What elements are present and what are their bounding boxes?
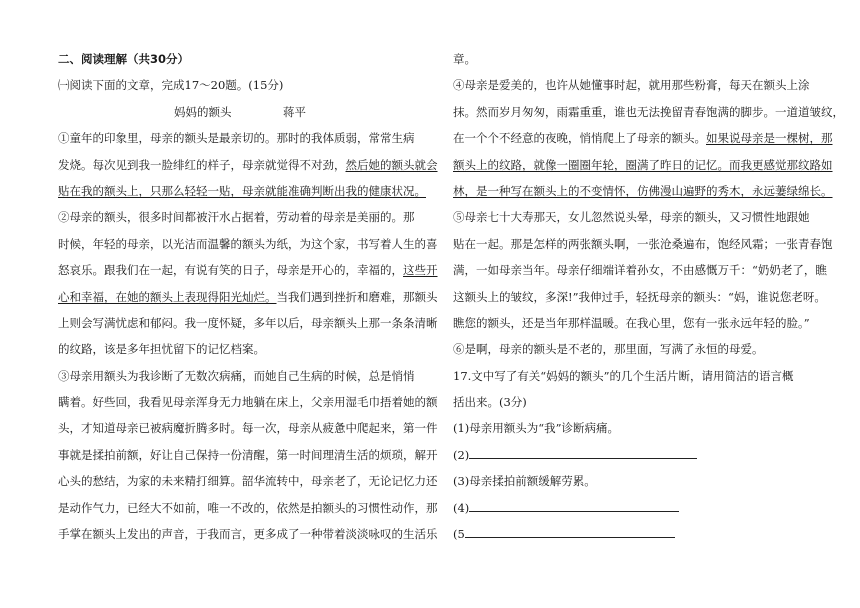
article-author: 蒋平 (283, 104, 306, 119)
paragraph-3 (58, 363, 438, 548)
p5-line-4: 这额头上的皱纹，多深!”我伸过手，轻抚母亲的额头：“妈，谁说您老呀。 (453, 289, 826, 304)
p4-underlined-5: 林，是一种写在额头上的不变情怀，仿佛漫山遍野的秀木，永远萋绿绵长。 (453, 183, 833, 198)
q17-answer-2-blank[interactable] (469, 444, 697, 459)
right-column (453, 46, 844, 547)
p5-line-2: 贴在一起。那是怎样的两张额头啊，一张沧桑遍布，饱经风霜；一张青春饱 (453, 236, 833, 251)
q17-answer-3: (3)母亲揉拍前额缓解劳累。 (453, 474, 596, 489)
left-column (58, 46, 438, 547)
q17-answer-5-label: (5 (453, 527, 465, 542)
p5-line-3: 满，一如母亲当年。母亲仔细端详着孙女，不由感慨万千：“奶奶老了，瞧 (453, 263, 827, 278)
p3-line-3: 头，才知道母亲已被病魔折腾多时。每一次，母亲从疲惫中爬起来，第一件 (58, 421, 438, 436)
p2-line-3a: 怒哀乐。跟我们在一起，有说有笑的日子，母亲是开心的，幸福的， (58, 263, 403, 278)
p3-line-4: 事就是揉拍前额，好让自己保持一份清醒，第一时间理清生活的烦琐，解开 (58, 447, 438, 462)
paragraph-2 (58, 204, 438, 362)
q17-prompt-1: 17.文中写了有关“妈妈的额头”的几个生活片断，请用简洁的语言概 (453, 368, 794, 383)
article-title: 妈妈的额头 (174, 104, 232, 119)
paragraph-4 (453, 72, 844, 204)
p1-underlined-2: 然后她的额头就会 (345, 157, 438, 172)
q17-answer-2-label: (2) (453, 447, 470, 462)
p2-line-1: ②母亲的额头，很多时间都被汗水占据着，劳动着的母亲是美丽的。那 (58, 210, 415, 225)
p4-underlined-3: 如果说母亲是一棵树，那 (706, 131, 833, 146)
p3-end: 章。 (453, 52, 476, 66)
p3-line-7: 手掌在额头上发出的声音，于我而言，更多成了一种带着淡淡咏叹的生活乐 (58, 527, 438, 542)
p5-line-5: 瞧您的额头，还是当年那样温暖。在我心里，您有一张永远年轻的脸。” (453, 315, 810, 330)
p4-line-1: ④母亲是爱美的，也许从她懂事时起，就用那些粉膏，每天在额头上涂 (453, 78, 810, 93)
q17-prompt-2: 括出来。(3分) (453, 395, 527, 410)
p2-line-2: 时候，年轻的母亲，以光洁而温馨的额头为纸，为这个家，书写着人生的喜 (58, 236, 438, 251)
q17-answer-4-blank[interactable] (469, 497, 679, 512)
p3-line-2: 瞒着。好些回，我看见母亲浑身无力地躺在床上，父亲用湿毛巾捂着她的额 (58, 395, 438, 410)
p4-underlined-4: 额头上的纹路，就像一圈圈年轮，圈满了昨日的记忆。而我更感觉那纹路如 (453, 157, 833, 172)
q17-answer-4-row (453, 495, 808, 521)
q17-answer-5-blank[interactable] (465, 523, 675, 538)
section-heading: 二、阅读理解（共30分） (58, 52, 190, 66)
p1-line-2a: 发烧。每次见到我一脸绯红的样子，母亲就觉得不对劲， (58, 157, 346, 172)
question-17 (453, 363, 808, 548)
p4-line-3a: 在一个个不经意的夜晚，悄悄爬上了母亲的额头。 (453, 131, 706, 146)
p2-line-4b: 当我们遇到挫折和磨难，那额头 (276, 289, 438, 304)
p4-line-3 (453, 125, 833, 151)
q17-answer-4-label: (4) (453, 500, 470, 515)
passage-intro: ㈠阅读下面的文章，完成17～20题。(15分) (58, 78, 284, 93)
p2-line-3 (58, 257, 438, 283)
q17-answer-5-row (453, 521, 808, 547)
p2-line-4 (58, 284, 438, 310)
p2-line-5: 上则会写满忧虑和郁闷。我一度怀疑，多年以后，母亲额头上那一条条清晰 (58, 315, 438, 330)
p2-line-6: 的纹路，该是多年担忧留下的记忆档案。 (58, 342, 265, 357)
p3-line-5: 心头的愁结，为家的未来精打细算。韶华流转中，母亲老了，无论记忆力还 (58, 474, 438, 489)
p1-line-2 (58, 152, 438, 178)
p3-line-1: ③母亲用额头为我诊断了无数次病痛，而她自己生病的时候，总是悄悄 (58, 368, 415, 383)
paragraph-5 (453, 204, 833, 336)
q17-answer-2-row (453, 442, 808, 468)
p2-underlined-4: 心和幸福，在她的额头上表现得阳光灿烂。 (58, 289, 277, 304)
q17-answer-1: (1)母亲用额头为“我”诊断病痛。 (453, 421, 620, 436)
p1-line-1: ①童年的印象里，母亲的额头是最亲切的。那时的我体质弱，常常生病 (58, 131, 415, 146)
p4-line-2: 抹。然而岁月匆匆，雨霜重重，谁也无法挽留青春饱满的脚步。一道道皱纹， (453, 104, 844, 119)
article-header (58, 99, 413, 125)
p2-underlined-3: 这些开 (403, 263, 438, 278)
p5-line-1: ⑤母亲七十大寿那天，女儿忽然说头晕，母亲的额头，又习惯性地跟她 (453, 210, 810, 225)
paragraph-6: ⑥是啊，母亲的额头是不老的，那里面，写满了永恒的母爱。 (453, 342, 764, 357)
p3-line-6: 是动作气力，已经大不如前，唯一不改的，依然是拍额头的习惯性动作，那 (58, 500, 438, 515)
p1-underlined-3: 贴在我的额头上，只那么轻轻一贴，母亲就能准确判断出我的健康状况。 (58, 183, 426, 198)
paragraph-1 (58, 125, 438, 204)
